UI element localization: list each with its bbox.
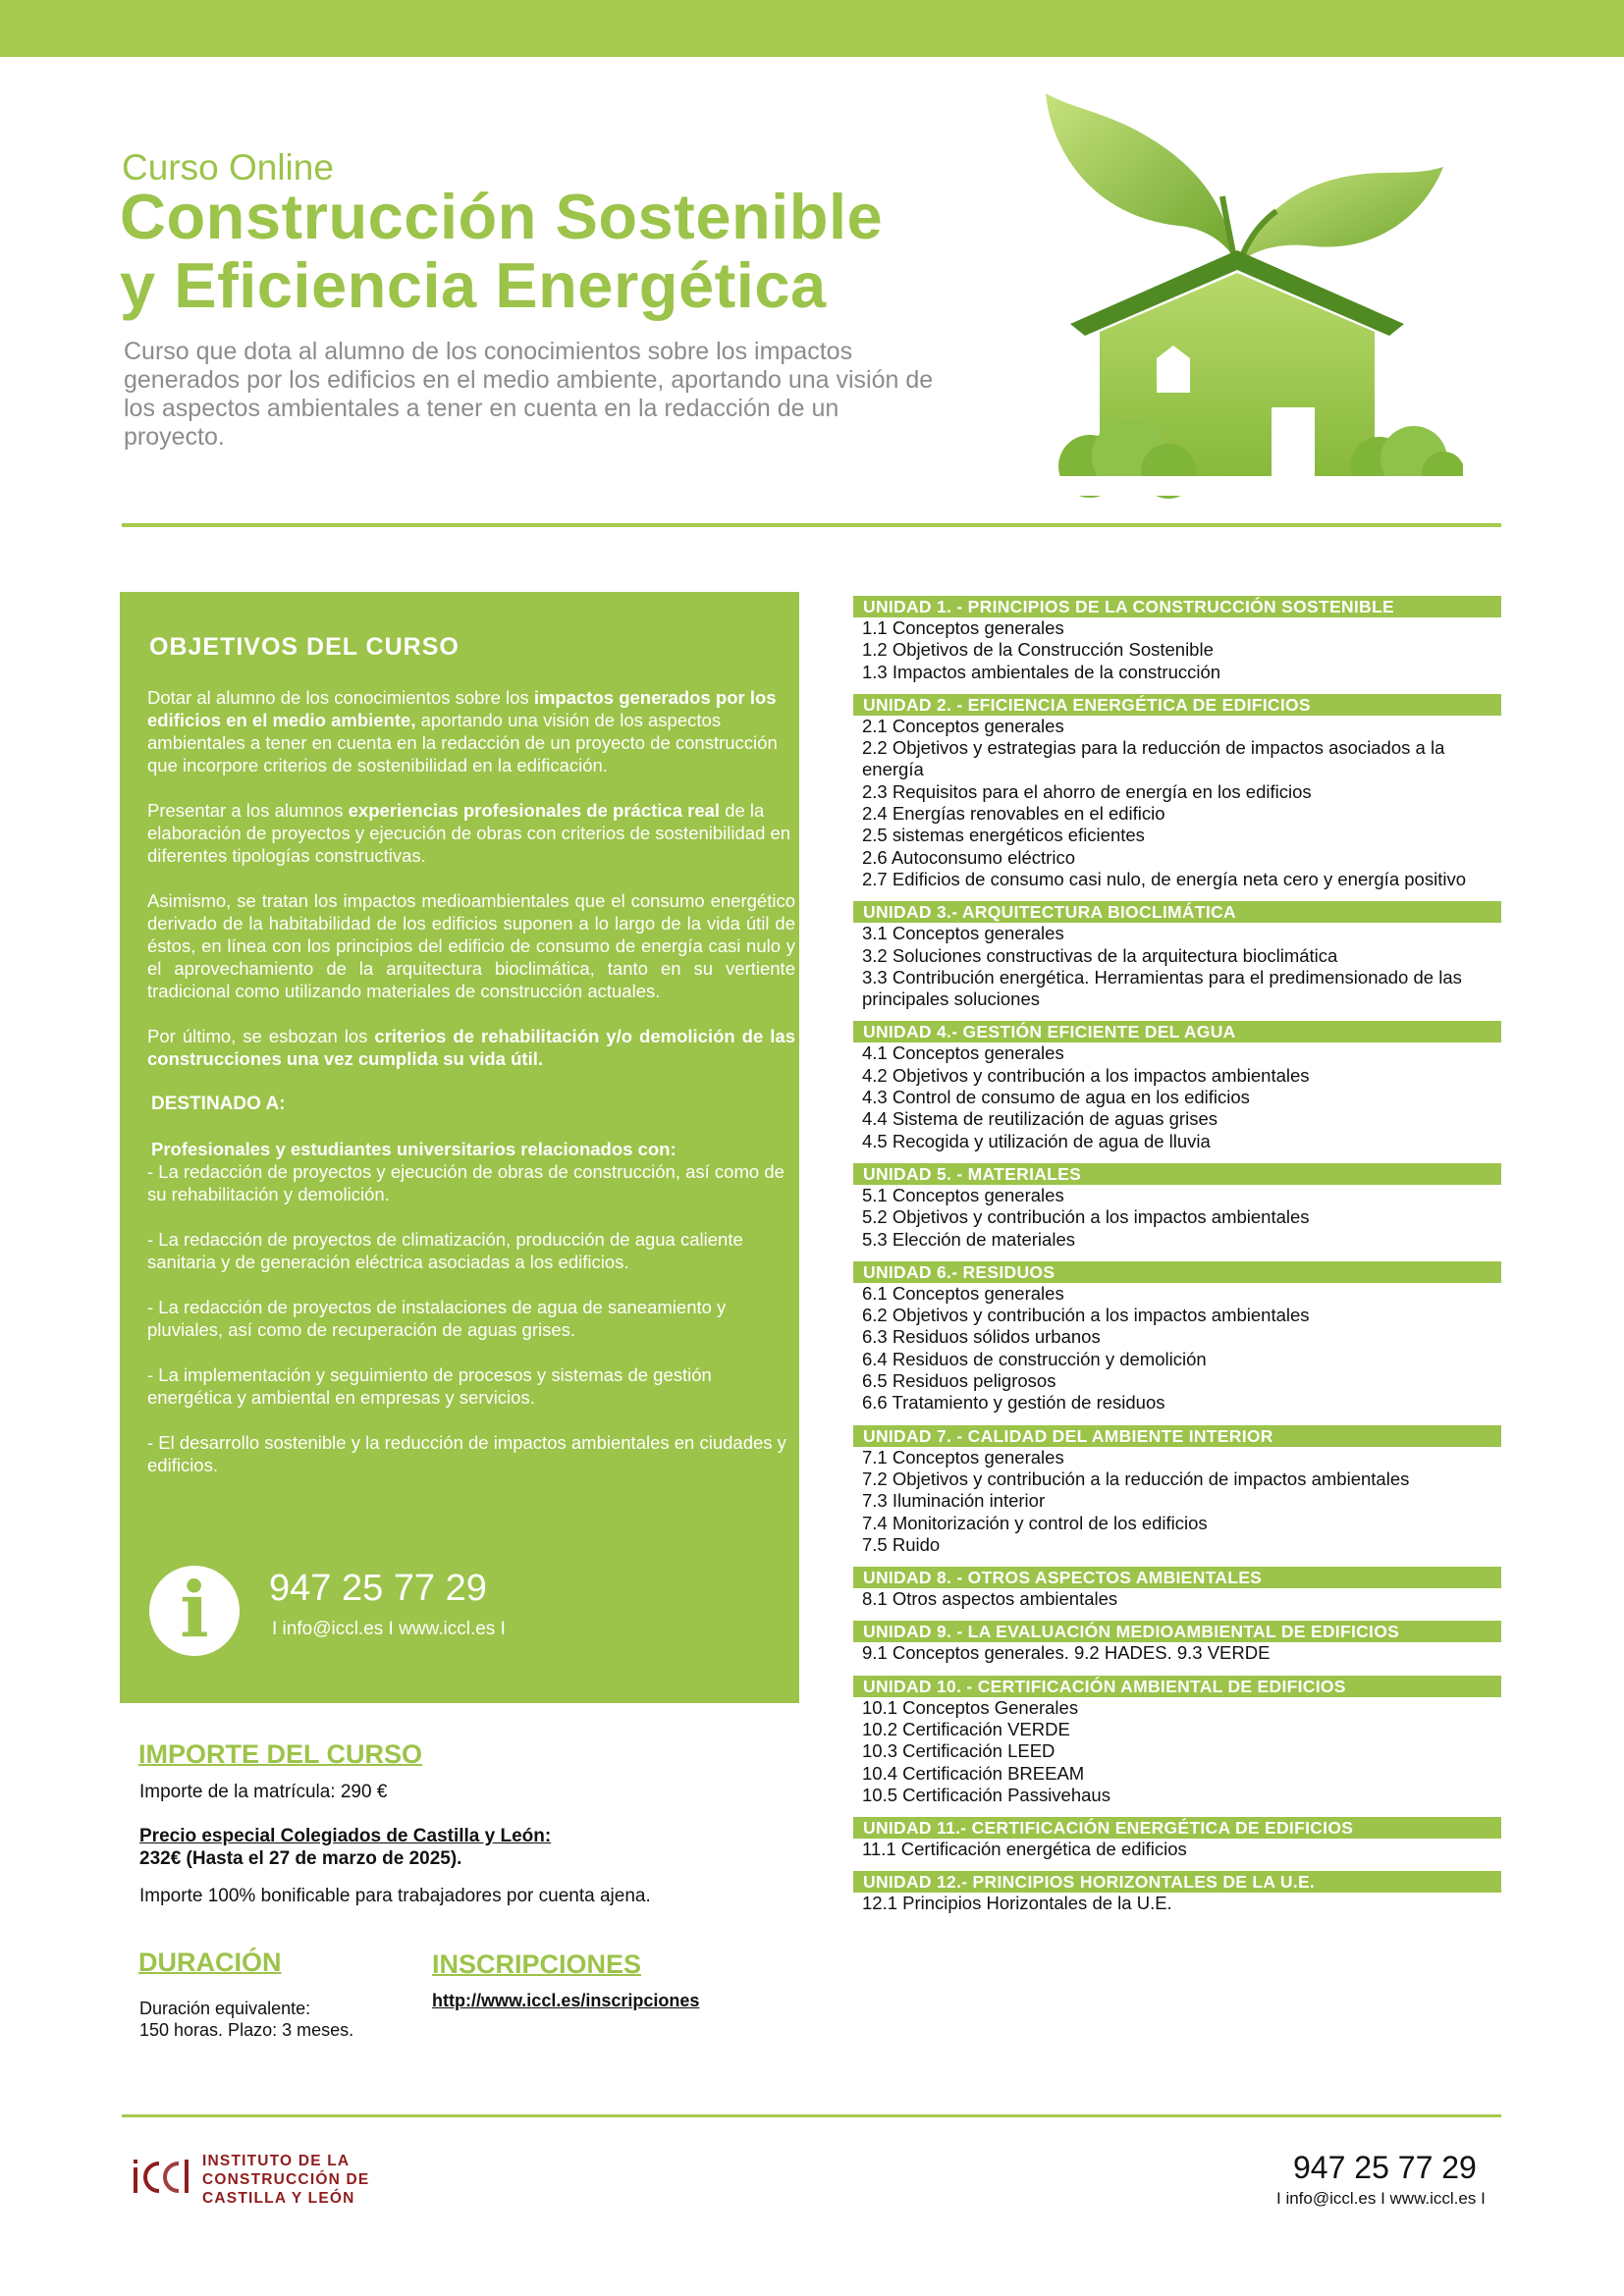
unit-heading: UNIDAD 4.- GESTIÓN EFICIENTE DEL AGUA <box>853 1021 1501 1042</box>
p1-text-bold: impactos generados por los edificios en el medio ambiente, <box>147 687 777 730</box>
duracion-line-1: Duración equivalente: <box>139 1999 311 2018</box>
unit-item: 7.5 Ruido <box>862 1533 941 1555</box>
unit-item: 7.2 Objetivos y contribución a la reducción de impactos ambientales <box>862 1468 1410 1489</box>
objectives-paragraph-3: Asimismo, se tratan los impactos medioambientales que el consumo energético derivado de la habitabilidad de los edificios suponen a lo largo de la vida útil de éstos, en línea con los principios del edificio de consumo de energía casi nulo y el aprovechamiento de la arquitectura bioclimática, tanto en su vertiente tradicional como utilizando materiales de construcción actuales. <box>147 890 795 1001</box>
unit-item: 2.1 Conceptos generales <box>862 715 1064 736</box>
iccl-logo <box>132 2148 387 2207</box>
destinado-item: - La redacción de proyectos y ejecución de obras de construcción, así como de su rehabilitación y demolición. <box>147 1161 785 1204</box>
page-title <box>120 183 883 320</box>
special-price-value: 232€ (Hasta el 27 de marzo de 2025). <box>139 1848 462 1869</box>
unit-section <box>853 1567 1501 1610</box>
unit-item: 5.2 Objetivos y contribución a los impactos ambientales <box>862 1206 1310 1228</box>
course-type: Curso Online <box>122 147 334 187</box>
destinado-item: - La implementación y seguimiento de procesos y sistemas de gestión energética y ambiental en empresas y servicios. <box>147 1364 712 1408</box>
p4-text-a: Por último, se esbozan los <box>147 1026 375 1046</box>
unit-item: 2.6 Autoconsumo eléctrico <box>862 846 1075 868</box>
unit-item: 2.7 Edificios de consumo casi nulo, de energía neta cero y energía positivo <box>862 868 1466 889</box>
importe-special <box>139 1825 807 1870</box>
destinado-item: - La redacción de proyectos de instalaciones de agua de saneamiento y pluviales, así como de recuperación de aguas grises. <box>147 1297 727 1340</box>
objectives-paragraph-2 <box>147 799 795 867</box>
unit-item: 11.1 Certificación energética de edificios <box>862 1839 1187 1860</box>
unit-item: 4.3 Control de consumo de agua en los edificios <box>862 1087 1250 1108</box>
logo-line-3: CASTILLA Y LEÓN <box>202 2190 355 2207</box>
contact-block <box>149 1566 778 1664</box>
unit-section <box>853 1425 1501 1556</box>
unit-item: 4.4 Sistema de reutilización de aguas grises <box>862 1108 1218 1130</box>
p1-text-a: Dotar al alumno de los conocimientos sobre los <box>147 687 534 708</box>
p2-text-a: Presentar a los alumnos <box>147 800 349 821</box>
unit-section <box>853 901 1501 1010</box>
unit-heading: UNIDAD 5. - MATERIALES <box>853 1163 1501 1185</box>
footer-contact[interactable]: I info@iccl.es I www.iccl.es I <box>1276 2189 1486 2208</box>
unit-item: 10.5 Certificación Passivehaus <box>862 1784 1110 1805</box>
unit-heading: UNIDAD 3.- ARQUITECTURA BIOCLIMÁTICA <box>853 901 1501 923</box>
destinado-lead: Profesionales y estudiantes universitarios relacionados con: <box>151 1139 677 1159</box>
phone-number[interactable]: 947 25 77 29 <box>269 1568 487 1609</box>
destinado-item: - La redacción de proyectos de climatización, producción de agua caliente sanitaria y de generación eléctrica asociadas a los edificios. <box>147 1229 743 1272</box>
unit-item: 2.3 Requisitos para el ahorro de energía en los edificios <box>862 780 1312 802</box>
inscripciones-title: INSCRIPCIONES <box>432 1949 642 1979</box>
unit-heading: UNIDAD 6.- RESIDUOS <box>853 1261 1501 1283</box>
unit-section <box>853 1163 1501 1251</box>
unit-item: 6.4 Residuos de construcción y demolición <box>862 1348 1207 1369</box>
unit-section <box>853 694 1501 890</box>
importe-title: IMPORTE DEL CURSO <box>138 1739 423 1769</box>
unit-heading: UNIDAD 10. - CERTIFICACIÓN AMBIENTAL DE EDIFICIOS <box>853 1676 1501 1697</box>
unit-item: 4.1 Conceptos generales <box>862 1042 1064 1064</box>
p2-text-c: de la elaboración de proyectos y ejecución de obras con criterios de sostenibilidad en diferentes tipologías constructivas. <box>147 800 791 866</box>
unit-item: 1.1 Conceptos generales <box>862 617 1064 638</box>
unit-item: 3.2 Soluciones constructivas de la arquitectura bioclimática <box>862 944 1338 966</box>
duracion-body <box>139 1998 414 2041</box>
unit-heading: UNIDAD 12.- PRINCIPIOS HORIZONTALES DE LA U.E. <box>853 1871 1501 1893</box>
footer-phone[interactable]: 947 25 77 29 <box>1293 2150 1477 2185</box>
unit-section <box>853 596 1501 683</box>
unit-item: 8.1 Otros aspectos ambientales <box>862 1588 1118 1610</box>
footer-divider <box>122 2114 1501 2117</box>
info-icon-glyph: i <box>180 1566 209 1655</box>
unit-item: 5.3 Elección de materiales <box>862 1228 1075 1250</box>
importe-bonificable: Importe 100% bonificable para trabajadores por cuenta ajena. <box>139 1886 651 1906</box>
unit-item: 2.2 Objetivos y estrategias para la reducción de impactos asociados a la energía <box>862 737 1445 780</box>
unit-item: 5.1 Conceptos generales <box>862 1184 1064 1205</box>
unit-item: 6.2 Objetivos y contribución a los impactos ambientales <box>862 1305 1310 1326</box>
logo-line-1: INSTITUTO DE LA <box>202 2153 351 2169</box>
destinado-title: DESTINADO A: <box>151 1094 286 1114</box>
unit-item: 6.5 Residuos peligrosos <box>862 1370 1056 1392</box>
unit-section <box>853 1676 1501 1806</box>
duracion-line-2: 150 horas. Plazo: 3 meses. <box>139 2020 354 2040</box>
unit-item: 10.3 Certificación LEED <box>862 1740 1056 1762</box>
unit-item: 10.1 Conceptos Generales <box>862 1696 1079 1718</box>
unit-item: 7.4 Monitorización y control de los edificios <box>862 1512 1208 1533</box>
unit-section <box>853 1021 1501 1151</box>
p4-text-bold: criterios de rehabilitación y/o demolición de las construcciones una vez cumplida su vida útil. <box>147 1026 795 1069</box>
duracion-title: DURACIÓN <box>138 1948 282 1977</box>
unit-item: 9.1 Conceptos generales. 9.2 HADES. 9.3 VERDE <box>862 1642 1271 1664</box>
p1-text-c: aportando una visión de los aspectos ambientales a tener en cuenta en la redacción de un proyecto de construcción que incorpore criterios de sostenibilidad en la edificación. <box>147 710 778 775</box>
destinado-list <box>147 1160 795 1476</box>
unit-heading: UNIDAD 8. - OTROS ASPECTOS AMBIENTALES <box>853 1567 1501 1588</box>
unit-heading: UNIDAD 2. - EFICIENCIA ENERGÉTICA DE EDIFICIOS <box>853 694 1501 716</box>
contact-links[interactable]: I info@iccl.es I www.iccl.es I <box>272 1619 506 1639</box>
unit-section <box>853 1621 1501 1664</box>
iccl-logo-text <box>202 2152 369 2208</box>
importe-matricula: Importe de la matrícula: 290 € <box>139 1782 388 1802</box>
unit-item: 6.6 Tratamiento y gestión de residuos <box>862 1392 1165 1414</box>
objectives-title: OBJETIVOS DEL CURSO <box>149 633 460 661</box>
destinado-item: - El desarrollo sostenible y la reducción de impactos ambientales en ciudades y edificios. <box>147 1432 786 1475</box>
logo-line-2: CONSTRUCCIÓN DE <box>202 2171 370 2188</box>
p2-text-bold: experiencias profesionales de práctica real <box>348 800 721 821</box>
unit-item: 1.3 Impactos ambientales de la construcción <box>862 661 1221 682</box>
unit-item: 3.3 Contribución energética. Herramientas para el predimensionado de las principales soluciones <box>862 966 1462 1010</box>
unit-item: 7.3 Iluminación interior <box>862 1490 1046 1512</box>
unit-item: 10.4 Certificación BREEAM <box>862 1762 1085 1784</box>
title-line-1: Construcción Sostenible <box>120 181 884 252</box>
unit-section <box>853 1871 1501 1914</box>
unit-item: 12.1 Principios Horizontales de la U.E. <box>862 1893 1172 1914</box>
unit-heading: UNIDAD 7. - CALIDAD DEL AMBIENTE INTERIOR <box>853 1425 1501 1447</box>
title-line-2: y Eficiencia Energética <box>120 249 827 321</box>
unit-item: 6.1 Conceptos generales <box>862 1282 1064 1304</box>
unit-item: 1.2 Objetivos de la Construcción Sostenible <box>862 639 1214 661</box>
header-divider <box>122 523 1501 527</box>
unit-heading: UNIDAD 1. - PRINCIPIOS DE LA CONSTRUCCIÓN SOSTENIBLE <box>853 596 1501 617</box>
objectives-body <box>147 686 795 1499</box>
unit-item: 10.2 Certificación VERDE <box>862 1718 1070 1739</box>
unit-item: 4.5 Recogida y utilización de agua de lluvia <box>862 1130 1211 1151</box>
objectives-paragraph-1 <box>147 686 795 776</box>
objectives-paragraph-4 <box>147 1025 795 1070</box>
inscripciones-link[interactable]: http://www.iccl.es/inscripciones <box>432 1991 700 2010</box>
unit-item: 2.4 Energías renovables en el edificio <box>862 803 1165 825</box>
unit-item: 4.2 Objetivos y contribución a los impactos ambientales <box>862 1064 1310 1086</box>
green-house-icon <box>1031 79 1463 510</box>
importe-body <box>139 1781 807 1922</box>
objectives-panel <box>120 592 799 1703</box>
top-bar <box>0 0 1624 57</box>
unit-heading: UNIDAD 11.- CERTIFICACIÓN ENERGÉTICA DE EDIFICIOS <box>853 1817 1501 1839</box>
units-list <box>853 596 1501 1926</box>
unit-item: 3.1 Conceptos generales <box>862 923 1064 944</box>
unit-item: 7.1 Conceptos generales <box>862 1446 1064 1468</box>
unit-section <box>853 1817 1501 1860</box>
unit-section <box>853 1261 1501 1415</box>
iccl-logo-icon <box>132 2154 190 2197</box>
unit-item: 2.5 sistemas energéticos eficientes <box>862 825 1145 846</box>
intro-text: Curso que dota al alumno de los conocimientos sobre los impactos generados por los edificios en el medio ambiente, aportando una visión de los aspectos ambientales a tener en cuenta en la redacción de un proyecto. <box>124 338 934 451</box>
unit-heading: UNIDAD 9. - LA EVALUACIÓN MEDIOAMBIENTAL DE EDIFICIOS <box>853 1621 1501 1642</box>
unit-item: 6.3 Residuos sólidos urbanos <box>862 1326 1101 1348</box>
special-price-label: Precio especial Colegiados de Castilla y León: <box>139 1826 552 1846</box>
